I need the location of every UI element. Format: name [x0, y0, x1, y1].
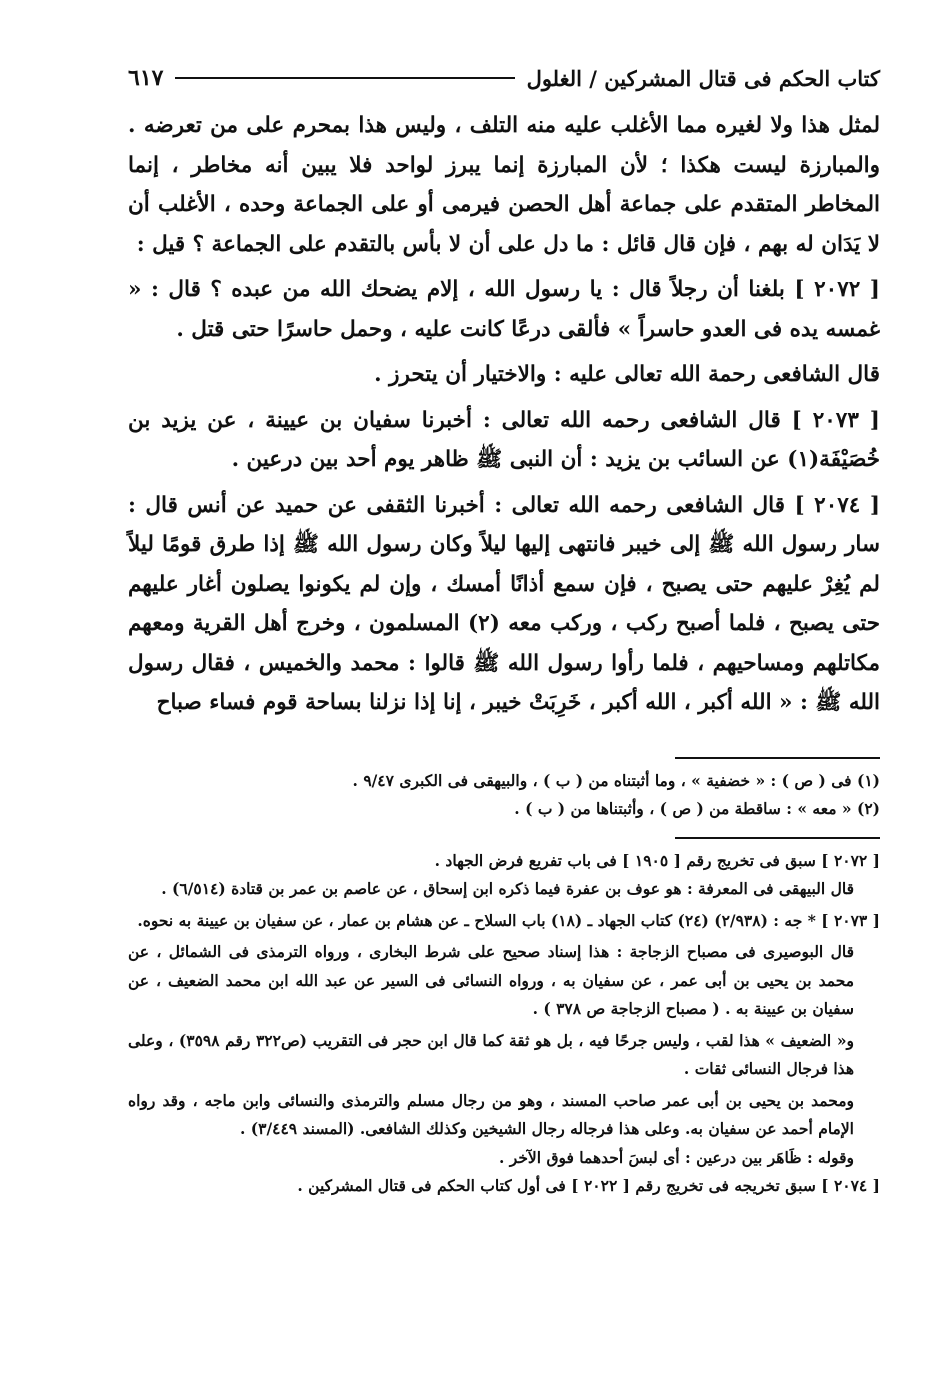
takhrij-2073: [ ٢٠٧٣ ] * جه : (٢/٩٣٨) (٢٤) كتاب الجهاد ـ (١٨) باب السلاح ـ عن هشام بن عمار ، عن سفيان بن عيينة به نحوه. [137, 910, 880, 930]
page-number: ٦١٧ [128, 65, 164, 91]
takhrij-2072: [ ٢٠٧٢ ] سبق فى تخريج رقم [ ١٩٠٥ ] فى باب تفريع فرض الجهاد . [434, 850, 880, 870]
takhrij-note: ومحمد بن يحيى بن أبى عمر صاحب المسند ، وهو من رجال مسلم والترمذى والنسائى وابن ماجه ، وقد رواه الإمام أحمد عن سفيان به. وعلى هذا فرجاله رجال الشيخين وكذلك الشافعى. (المسند ٣/٤٤٩) . [128, 1090, 854, 1138]
footnote-1: (١) فى ( ص ) : « خضفية » ، وما أثبتناه من ( ب ) ، والبيهقى فى الكبرى ٩/٤٧ . [352, 770, 880, 790]
takhrij-note: قال البوصيرى فى مصباح الزجاجة : هذا إسناد صحيح على شرط البخارى ، ورواه الترمذى فى الشمائل ، عن محمد بن يحيى بن أبى عمر ، عن سفيان به ، ورواه النسائى فى السير عن عبد الله ابن محمد الضعيف ، عن سفيان بن عيينة به . ( مصباح الزجاجة ص ٣٧٨ ) . [128, 942, 854, 1018]
footnote-2: (٢) « معه » : ساقطة من ( ص ) ، وأثبتناها من ( ب ) . [514, 798, 880, 818]
running-header [128, 56, 880, 100]
hadith-2074: [ ٢٠٧٤ ] قال الشافعى رحمه الله تعالى : أخبرنا الثقفى عن حميد عن أنس قال : سار رسول الله ﷺ إلى خيبر فانتهى إليها ليلاً وكان رسول الله ﷺ إذا طرق قومًا ليلاً لم يُغِرْ عليهم حتى يصبح ، فإن سمع أذانًا أمسك ، وإن لم يكونوا يصلون أغار عليهم حتى يصبح ، فلما أصبح ركب ، وركب معه (٢) المسلمون ، وخرج أهل القرية ومعهم مكاتلهم ومساحيهم ، فلما رأوا رسول الله ﷺ قالوا : محمد والخميس ، فقال رسول الله ﷺ : « الله أكبر ، الله أكبر ، خَرِبَتْ خيبر ، إنا إذا نزلنا بساحة قوم فساء صباح [128, 492, 881, 715]
takhrij-note: قال البيهقى فى المعرفة : هو عوف بن عفرة فيما ذكره ابن إسحاق ، عن عاصم بن عمر بن قتادة (٦/٥١٤) . [161, 879, 854, 898]
main-text [128, 106, 880, 723]
hadith-2073: [ ٢٠٧٣ ] قال الشافعى رحمه الله تعالى : أخبرنا سفيان بن عيينة ، عن يزيد بن خُصَيْفَة(١) عن السائب بن يزيد : أن النبى ﷺ ظاهر يوم أحد بين درعين . [128, 407, 880, 472]
hadith-2072: [ ٢٠٧٢ ] بلغنا أن رجلاً قال : يا رسول الله ، إلام يضحك الله من عبده ؟ قال : « غمسه يده فى العدو حاسراً » فألقى درعًا كانت عليه ، وحمل حاسرًا حتى قتل . [128, 277, 880, 342]
footnotes [128, 767, 880, 823]
takhrij-notes [128, 847, 880, 1201]
takhrij-note: وقوله : ظَاهَر بين درعين : أى لبسَ أحدهما فوق الآخر . [498, 1147, 854, 1167]
main-paragraph: لمثل هذا ولا لغيره مما الأغلب عليه منه التلف ، وليس هذا بمحرم على من تعرضه . والمبارزة ليست هكذا ؛ لأن المبارزة إنما يبرز لواحد فلا يبين أنه مخاطر ، إنما المخاطر المتقدم على جماعة أهل الحصن فيرمى أو على الجماعة وحده ، الأغلب أن لا يَدَان له بهم ، فإن قال قائل : ما دل على أن لا بأس بالتقدم على الجماعة ؟ قيل : [128, 113, 880, 257]
shafii-statement: قال الشافعى رحمة الله تعالى عليه : والاختيار أن يتحرز . [374, 362, 880, 387]
footnote-rule [675, 757, 880, 759]
takhrij-note: و« الضعيف » هذا لقب ، وليس جرحًا فيه ، بل هو ثقة كما قال ابن حجر فى التقريب (ص٣٢٢ رقم ٣٥٩٨) ، وعلى هذا فرجال النسائى ثقات . [128, 1030, 854, 1078]
header-rule [175, 77, 514, 79]
takhrij-2074: [ ٢٠٧٤ ] سبق تخريجه فى تخريج رقم [ ٢٠٢٢ ] فى أول كتاب الحكم فى قتال المشركين . [297, 1176, 880, 1195]
takhrij-rule [675, 837, 880, 839]
running-title: كتاب الحكم فى قتال المشركين / الغلول [526, 65, 880, 91]
